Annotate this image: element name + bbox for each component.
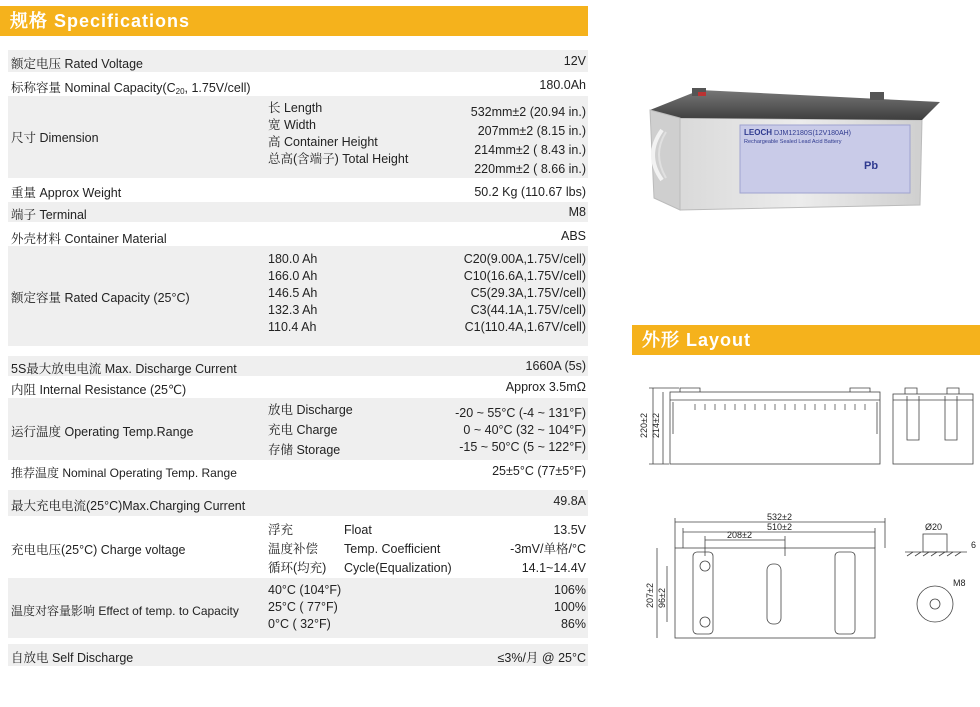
item: 110.4 Ah [268, 320, 317, 334]
row-internal-resistance [8, 376, 588, 398]
label: 额定电压 Rated Voltage [11, 57, 144, 71]
label-sub: 20 [175, 87, 185, 96]
dim-220: 220±2 [639, 413, 649, 438]
row-dimension [8, 96, 588, 178]
label-a: 标称容量 Nominal Capacity(C [11, 81, 176, 95]
battery-photo [640, 70, 940, 230]
item: 浮充 [268, 523, 294, 537]
label: 端子 Terminal [11, 208, 87, 222]
capacity-values [464, 251, 586, 336]
spec-title: 规格 Specifications [10, 11, 191, 31]
layout-title: 外形 Layout [642, 330, 752, 350]
row-operating-temp [8, 398, 588, 460]
dim-m8: M8 [953, 578, 966, 588]
charge-items-cn [268, 521, 326, 578]
dimension-values [471, 103, 586, 179]
layout-drawing [635, 372, 980, 704]
label: 外壳材料 Container Material [11, 232, 167, 246]
value: 100% [554, 600, 586, 614]
item: 宽 Width [268, 118, 316, 132]
dim-96: 96±2 [657, 588, 667, 608]
value: 1660A (5s) [525, 359, 586, 373]
label: 推荐温度 Nominal Operating Temp. Range [11, 466, 237, 480]
value: 12V [563, 54, 586, 68]
item: Cycle(Equalization) [344, 561, 452, 575]
item: 存储 Storage [268, 443, 341, 457]
value: ≤3%/月 @ 25°C [497, 651, 586, 665]
item: Float [344, 523, 372, 537]
row-charge-voltage [8, 516, 588, 578]
label: 自放电 Self Discharge [11, 651, 134, 665]
label: 最大充电电流(25°C)Max.Charging Current [11, 499, 246, 513]
value: C1(110.4A,1.67V/cell) [464, 320, 586, 334]
spacer [8, 482, 588, 490]
value: -15 ~ 50°C (5 ~ 122°F) [459, 440, 586, 454]
value: 13.5V [553, 523, 586, 537]
row-self-discharge [8, 644, 588, 666]
row-nominal-capacity [8, 72, 588, 96]
label: 温度对容量影响 Effect of temp. to Capacity [11, 604, 239, 618]
row-terminal [8, 202, 588, 222]
temp-effect-values [554, 582, 586, 633]
value: C20(9.00A,1.75V/cell) [463, 252, 586, 266]
dim-6: 6 [971, 540, 977, 550]
dim-214: 214±2 [651, 413, 661, 438]
dimension-items [268, 100, 408, 168]
label: 额定容量 Rated Capacity (25°C) [11, 291, 190, 305]
value: 14.1~14.4V [521, 561, 586, 575]
dim-532: 532±2 [767, 512, 792, 522]
item: 放电 Discharge [268, 403, 353, 417]
row-max-discharge [8, 356, 588, 376]
dim-d20: Ø20 [925, 522, 943, 532]
label-b: , 1.75V/cell) [184, 81, 251, 95]
value: M8 [568, 205, 586, 219]
operating-items [268, 400, 353, 460]
label [11, 78, 251, 96]
value: 50.2 Kg (110.67 lbs) [474, 185, 586, 199]
value: 220mm±2 ( 8.66 in.) [474, 162, 586, 176]
item: Temp. Coefficient [344, 542, 441, 556]
item: 充电 Charge [268, 423, 338, 437]
item: 132.3 Ah [268, 303, 318, 317]
item: 长 Length [268, 101, 323, 115]
dim-207: 207±2 [645, 583, 655, 608]
spec-table [8, 42, 588, 666]
label: 重量 Approx Weight [11, 186, 122, 200]
item: 166.0 Ah [268, 269, 318, 283]
item: 温度补偿 [268, 542, 319, 556]
brand-logo: LEOCH [744, 128, 772, 137]
charge-values [510, 521, 586, 578]
top-view [657, 518, 885, 638]
item: 高 Container Height [268, 135, 378, 149]
model-text: DJM12180S(12V180AH) [773, 130, 851, 137]
label: 充电电压(25°C) Charge voltage [11, 543, 186, 557]
subtitle-text: Rechargeable Sealed Lead Acid Battery [744, 139, 842, 145]
row-temp-effect [8, 578, 588, 638]
value: 207mm±2 (8.15 in.) [477, 124, 586, 138]
end-view [893, 388, 973, 464]
value: 25±5°C (77±5°F) [492, 464, 586, 478]
value: -20 ~ 55°C (-4 ~ 131°F) [455, 406, 586, 420]
value: C10(16.6A,1.75V/cell) [463, 269, 586, 283]
item: 0°C ( 32°F) [268, 617, 331, 631]
item: 40°C (104°F) [268, 583, 342, 597]
row-material [8, 222, 588, 246]
layout-header-bar [632, 325, 980, 355]
item: 25°C ( 77°F) [268, 600, 338, 614]
pb-icon: Pb [864, 160, 879, 172]
value: C3(44.1A,1.75V/cell) [470, 303, 586, 317]
value: C5(29.3A,1.75V/cell) [470, 286, 586, 300]
charge-items-en [344, 521, 452, 578]
row-weight [8, 178, 588, 202]
value: 532mm±2 (20.94 in.) [470, 105, 586, 119]
row-recommended-temp [8, 460, 588, 482]
spacer [8, 346, 588, 356]
item: 总高(含端子) Total Height [268, 152, 409, 166]
value: ABS [560, 229, 586, 243]
label: 内阻 Internal Resistance (25℃) [11, 383, 187, 397]
label: 尺寸 Dimension [11, 131, 99, 145]
battery-label [744, 128, 906, 172]
value: 0 ~ 40°C (32 ~ 104°F) [463, 423, 586, 437]
temp-effect-items [268, 582, 341, 633]
side-view [649, 388, 880, 464]
item: 循环(均充) [268, 561, 327, 575]
value: 86% [560, 617, 586, 631]
value: 106% [554, 583, 586, 597]
row-rated-capacity [8, 246, 588, 346]
label: 5S最大放电电流 Max. Discharge Current [11, 362, 237, 376]
value: 180.0Ah [539, 78, 586, 92]
item: 146.5 Ah [268, 286, 318, 300]
value: -3mV/单格/°C [510, 542, 586, 556]
item: 180.0 Ah [268, 252, 318, 266]
row-rated-voltage [8, 50, 588, 72]
dim-208: 208±2 [727, 530, 752, 540]
spec-header-bar [0, 6, 588, 36]
value: 214mm±2 ( 8.43 in.) [474, 143, 586, 157]
operating-values [455, 405, 586, 456]
value: 49.8A [553, 494, 586, 508]
label: 运行温度 Operating Temp.Range [11, 425, 194, 439]
row-max-charging [8, 490, 588, 516]
dim-510: 510±2 [767, 522, 792, 532]
value: Approx 3.5mΩ [505, 380, 586, 394]
capacity-items [268, 251, 317, 336]
